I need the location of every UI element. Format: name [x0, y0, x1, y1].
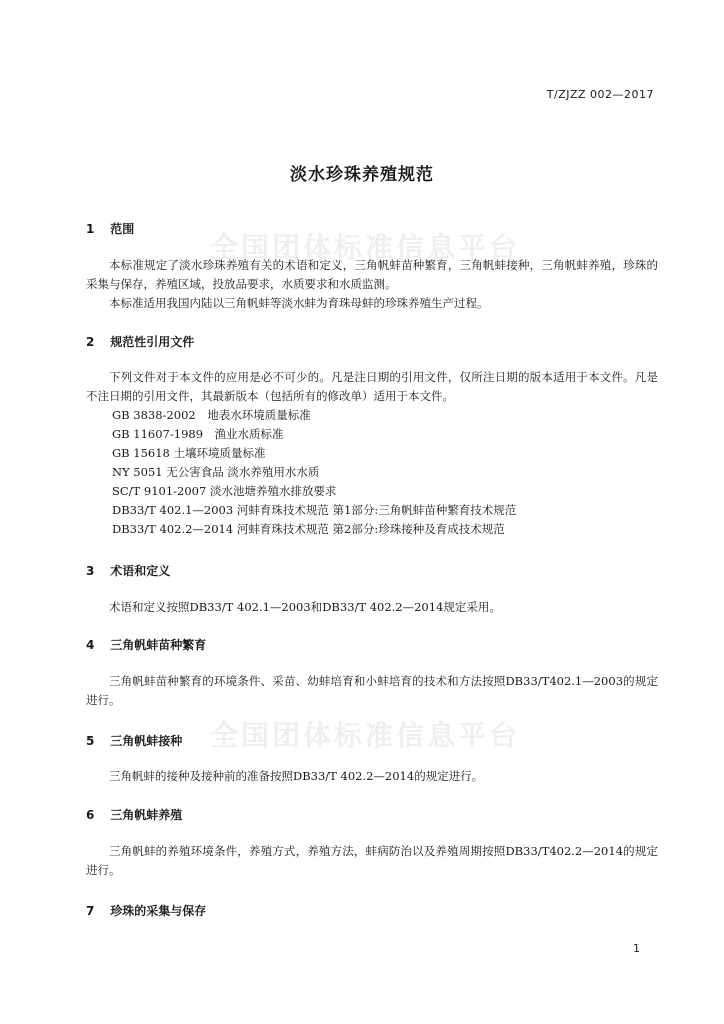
section-heading-4 — [86, 636, 206, 653]
paragraph: 本标准适用我国内陆以三角帆蚌等淡水蚌为育珠母蚌的珍珠养殖生产过程。 — [109, 296, 489, 310]
section-title: 范围 — [110, 222, 135, 236]
section-title: 规范性引用文件 — [110, 335, 195, 349]
reference-list — [112, 406, 516, 539]
reference-item: SC/T 9101-2007 淡水池塘养殖水排放要求 — [112, 484, 337, 498]
paragraph: 三角帆蚌的养殖环境条件，养殖方式，养殖方法，蚌病防治以及养殖周期按照DB33/T402.2—2014的规定进行。 — [86, 844, 658, 877]
reference-item: GB 11607-1989 渔业水质标准 — [112, 427, 284, 441]
section-heading-5 — [86, 732, 182, 749]
section-number: 7 — [86, 904, 95, 918]
section-number: 5 — [86, 734, 95, 748]
section-title: 三角帆蚌苗种繁育 — [110, 638, 207, 652]
paragraph: 下列文件对于本文件的应用是必不可少的。凡是注日期的引用文件，仅所注日期的版本适用于本文件。凡是不注日期的引用文件，其最新版本（包括所有的修改单）适用于本文件。 — [86, 370, 658, 403]
reference-item: NY 5051 无公害食品 淡水养殖用水水质 — [112, 465, 320, 479]
section-heading-7 — [86, 902, 206, 919]
section-heading-3 — [86, 562, 170, 579]
document-title: 淡水珍珠养殖规范 — [290, 165, 434, 185]
paragraph: 本标准规定了淡水珍珠养殖有关的术语和定义，三角帆蚌苗种繁育，三角帆蚌接种，三角帆蚌养殖，珍珠的采集与保存，养殖区域，投放品要求，水质要求和水质监测。 — [86, 258, 658, 291]
section-title: 三角帆蚌接种 — [110, 734, 183, 748]
paragraph: 三角帆蚌苗种繁育的环境条件、采苗、幼蚌培育和小蚌培育的技术和方法按照DB33/T402.1—2003的规定进行。 — [86, 674, 658, 707]
section-heading-2 — [86, 333, 194, 350]
section-body-1 — [86, 256, 658, 313]
watermark: 全国团体标准信息平台 — [209, 719, 520, 752]
section-body-3 — [86, 598, 658, 617]
section-body-6 — [86, 842, 658, 880]
reference-item: DB33/T 402.2—2014 河蚌育珠技术规范 第2部分:珍珠接种及育成技术规范 — [112, 522, 505, 536]
section-body-5 — [86, 767, 658, 786]
standard-code: T/ZJZZ 002—2017 — [546, 88, 654, 101]
section-number: 1 — [86, 222, 95, 236]
section-body-2 — [86, 368, 658, 406]
section-title: 术语和定义 — [110, 564, 171, 578]
section-heading-6 — [86, 806, 182, 823]
reference-item: GB 15618 土壤环境质量标准 — [112, 446, 266, 460]
section-title: 三角帆蚌养殖 — [110, 808, 183, 822]
watermark: 全国团体标准信息平台 — [209, 231, 520, 264]
reference-item: GB 3838-2002 地表水环境质量标准 — [112, 408, 311, 422]
section-number: 4 — [86, 638, 95, 652]
page-number: 1 — [633, 942, 640, 955]
reference-item: DB33/T 402.1—2003 河蚌育珠技术规范 第1部分:三角帆蚌苗种繁育技术规范 — [112, 503, 517, 517]
paragraph: 术语和定义按照DB33/T 402.1—2003和DB33/T 402.2—2014规定采用。 — [109, 600, 501, 614]
section-number: 3 — [86, 564, 95, 578]
section-number: 6 — [86, 808, 95, 822]
paragraph: 三角帆蚌的接种及接种前的准备按照DB33/T 402.2—2014的规定进行。 — [109, 769, 484, 783]
section-body-4 — [86, 672, 658, 710]
section-title: 珍珠的采集与保存 — [110, 904, 207, 918]
section-heading-1 — [86, 220, 134, 237]
section-number: 2 — [86, 335, 95, 349]
